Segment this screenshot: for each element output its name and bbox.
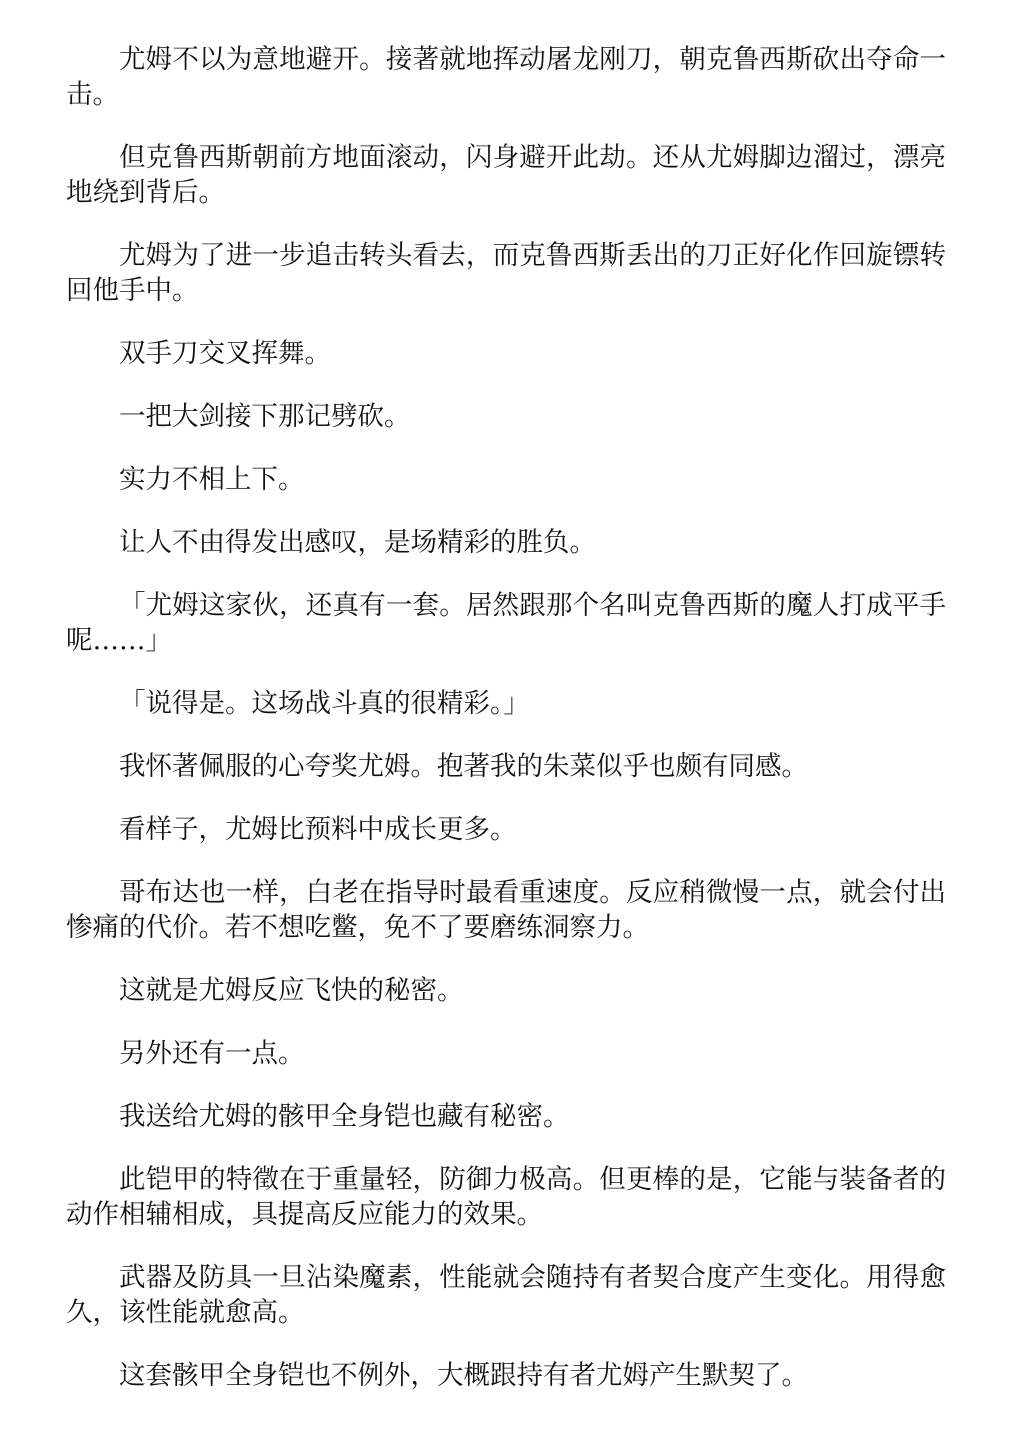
paragraph: 我怀著佩服的心夸奖尤姆。抱著我的朱菜似乎也颇有同感。 bbox=[119, 751, 808, 782]
paragraph: 武器及防具一旦沾染魔素，性能就会随持有者契合度产生变化。用得愈久，该性能就愈高。 bbox=[66, 1262, 946, 1328]
paragraph: 让人不由得发出感叹，是场精彩的胜负。 bbox=[119, 527, 596, 558]
paragraph: 一把大剑接下那记劈砍。 bbox=[119, 401, 411, 432]
paragraph: 另外还有一点。 bbox=[119, 1038, 305, 1069]
dialogue-paragraph: 「说得是。这场战斗真的很精彩。」 bbox=[119, 688, 530, 719]
paragraph: 这套骸甲全身铠也不例外，大概跟持有者尤姆产生默契了。 bbox=[119, 1360, 808, 1391]
paragraph: 双手刀交叉挥舞。 bbox=[119, 338, 331, 369]
paragraph: 尤姆不以为意地避开。接著就地挥动屠龙刚刀，朝克鲁西斯砍出夺命一击。 bbox=[66, 44, 946, 110]
paragraph: 我送给尤姆的骸甲全身铠也藏有秘密。 bbox=[119, 1101, 570, 1132]
paragraph: 但克鲁西斯朝前方地面滚动，闪身避开此劫。还从尤姆脚边溜过，漂亮地绕到背后。 bbox=[66, 142, 946, 208]
text-body bbox=[66, 42, 946, 1421]
dialogue-paragraph: 「尤姆这家伙，还真有一套。居然跟那个名叫克鲁西斯的魔人打成平手呢……」 bbox=[66, 590, 946, 656]
paragraph: 实力不相上下。 bbox=[119, 464, 305, 495]
paragraph: 哥布达也一样，白老在指导时最看重速度。反应稍微慢一点，就会付出惨痛的代价。若不想吃鳖，免不了要磨练洞察力。 bbox=[66, 877, 946, 943]
paragraph: 尤姆为了进一步追击转头看去，而克鲁西斯丢出的刀正好化作回旋镖转回他手中。 bbox=[66, 240, 946, 306]
paragraph: 这就是尤姆反应飞快的秘密。 bbox=[119, 975, 464, 1006]
paragraph: 此铠甲的特徵在于重量轻，防御力极高。但更棒的是，它能与装备者的动作相辅相成，具提高反应能力的效果。 bbox=[66, 1164, 946, 1230]
paragraph: 看样子，尤姆比预料中成长更多。 bbox=[119, 814, 517, 845]
